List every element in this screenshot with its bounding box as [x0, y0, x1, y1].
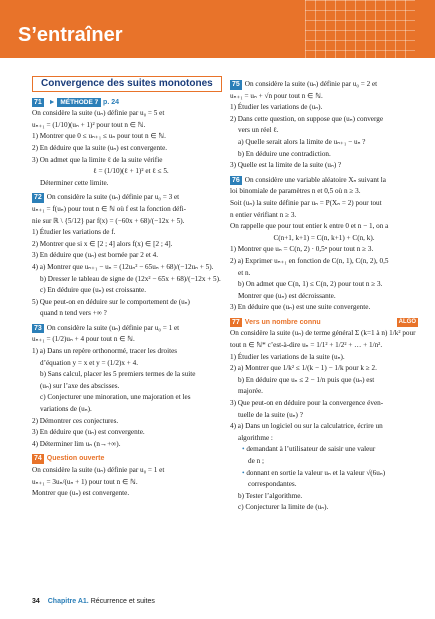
- text-line: variations de (uₙ).: [40, 405, 92, 414]
- question: 3) On admet que la limite ℓ de la suite vérifie: [32, 155, 163, 164]
- text-line: On considère une variable aléatoire Xₙ suivant la: [244, 175, 386, 184]
- section-title: Convergence des suites monotones: [32, 76, 222, 92]
- exercise-tag: Vers un nombre connu: [244, 318, 321, 326]
- text-line: ℓ = (1/10)(ℓ + 1)² et ℓ ≤ 5.: [93, 167, 169, 176]
- exercise-number: 72: [34, 194, 42, 202]
- arrow-icon: ►: [48, 97, 56, 106]
- text-line: tout n ∈ ℕ* c’est-à-dire uₙ = 1/1² + 1/2² + … + 1/n².: [230, 341, 383, 350]
- question: b) Tester l’algorithme.: [238, 491, 303, 500]
- question: 3) Quelle est la limite de la suite (uₙ) ?: [230, 161, 342, 170]
- exercise-number: 77: [232, 318, 240, 326]
- question: b) On admet que C(n, 1) ≤ C(n, 2) pour tout n ≥ 3.: [238, 280, 383, 289]
- exercise-number: 75: [232, 81, 240, 88]
- question: 2) Dans cette question, on suppose que (uₙ) converge: [230, 114, 384, 123]
- exercise-73: [32, 324, 222, 450]
- question: 1) Étudier les variations de la suite (uₙ).: [230, 352, 345, 361]
- text-line: (uₙ) sur l’axe des abscisses.: [40, 381, 120, 390]
- text-line: Déterminer cette limite.: [40, 178, 109, 187]
- question: 2) En déduire que la suite (uₙ) est convergente.: [32, 143, 168, 152]
- text-line: On considère la suite (uₙ) définie par u₀ = 1 et: [32, 466, 165, 474]
- exercise-77: [230, 318, 418, 513]
- text-line: de n ;: [248, 457, 264, 465]
- text-line: d’équation y = x et y = (1/2)x + 4.: [40, 358, 138, 367]
- text-line: uₙ₊₁ = f(uₙ) pour tout n ∈ ℕ où f est la fonction défi-: [32, 204, 187, 213]
- text-line: On considère la suite (uₙ) définie par u₀ = 2 et: [244, 80, 378, 88]
- question: 4) a) Dans un logiciel ou sur la calculatrice, écrire un: [230, 422, 383, 431]
- question: b) Dresser le tableau de signe de (12x² − 65x + 68)/(−12x + 5).: [40, 274, 221, 283]
- method-badge[interactable]: MÉTHODE 7: [57, 98, 101, 108]
- question: b) En déduire une contradiction.: [238, 149, 331, 158]
- question: 2) a) Exprimer uₙ₊₁ en fonction de C(n, 1), C(n, 2), 0,5: [230, 256, 389, 265]
- page-title: S’entraîner: [18, 24, 123, 46]
- question: b) Sans calcul, placer les 5 premiers termes de la suite: [40, 370, 196, 379]
- text-line: On considère la suite (uₙ) définie par u₀ = 1 et: [46, 323, 180, 332]
- question: 3) En déduire que (uₙ) est une suite convergente.: [230, 303, 371, 312]
- formula: C(n+1, k+1) = C(n, k+1) + C(n, k).: [273, 233, 375, 242]
- bullet-item: • demandant à l’utilisateur de saisir une valeur: [242, 445, 418, 455]
- right-column: [230, 80, 418, 518]
- question: 5) Que peut-on en déduire sur le comportement de (uₙ): [32, 297, 190, 306]
- text-line: majorée.: [238, 387, 263, 396]
- text-line: On considère la suite (uₙ) définie par u₀ = 3 et: [46, 193, 180, 202]
- left-column: [32, 76, 222, 504]
- text-line: uₙ₊₁ = (1/2)uₙ + 4 pour tout n ∈ ℕ.: [32, 335, 135, 344]
- question: 3) En déduire que (uₙ) est convergente.: [32, 428, 145, 437]
- exercise-72: [32, 193, 222, 319]
- exercise-number: 71: [34, 98, 42, 106]
- question: 4) a) Montrer que uₙ₊₁ − uₙ = (12uₙ² − 65uₙ + 68)/(−12uₙ + 5).: [32, 262, 214, 271]
- text-line: uₙ₊₁ = (1/10)(uₙ + 1)² pour tout n ∈ ℕ.: [32, 120, 146, 129]
- text-line: On considère la suite (uₙ) de terme général Σ (k=1 à n) 1/k² pour: [230, 329, 416, 338]
- text-line: algorithme :: [238, 433, 273, 442]
- question: Montrer que (uₙ) est convergente.: [32, 489, 130, 498]
- exercise-number: 76: [232, 176, 240, 184]
- text-line: n entier vérifiant n ≥ 3.: [230, 210, 297, 219]
- text-line: On rappelle que pour tout entier k entre 0 et n − 1, on a: [230, 222, 389, 231]
- exercise-number: 74: [34, 455, 42, 463]
- page-number: 34: [32, 598, 40, 605]
- question: c) Conjecturer une minoration, une majoration et les: [40, 393, 191, 402]
- question: b) En déduire que uₙ ≤ 2 − 1/n puis que (uₙ) est: [238, 375, 375, 384]
- question: 3) En déduire que (uₙ) est bornée par 2 et 4.: [32, 251, 159, 260]
- page-footer: [32, 598, 155, 605]
- text-line: quand n tend vers +∞ ?: [40, 309, 107, 318]
- exercise-74: [32, 454, 222, 498]
- text-line: vers un réel ℓ.: [238, 126, 279, 135]
- question: 3) Que peut-on en déduire pour la convergence éven-: [230, 399, 384, 408]
- exercise-75: [230, 80, 418, 171]
- text-line: Soit (uₙ) la suite définie par uₙ = P(Xₙ = 2) pour tout: [230, 198, 382, 207]
- question: c) Conjecturer la limite de (uₙ).: [238, 503, 329, 512]
- text-line: correspondantes.: [248, 480, 297, 489]
- text-line: Montrer que (uₙ) est décroissante.: [238, 291, 336, 300]
- exercise-76: [230, 176, 418, 313]
- question: 2) Montrer que si x ∈ [2 ; 4] alors f(x) ∈ [2 ; 4].: [32, 239, 173, 248]
- header-banner: [0, 0, 435, 58]
- chapter-topic: Récurrence et suites: [90, 598, 155, 605]
- text-line: loi binomiale de paramètres n et 0,5 où n ≥ 3.: [230, 187, 361, 196]
- question: 2) a) Montrer que 1/k² ≤ 1/(k − 1) − 1/k pour k ≥ 2.: [230, 364, 377, 373]
- text-line: et n.: [238, 268, 251, 277]
- algo-badge: ALGO: [397, 318, 418, 328]
- question: 1) Montrer que uₙ = C(n, 2) · 0,5ⁿ pour tout n ≥ 3.: [230, 245, 374, 254]
- question: a) Quelle serait alors la limite de uₙ₊₁ − uₙ ?: [238, 137, 366, 146]
- bullet-item: • donnant en sortie la valeur uₙ et la valeur √(6uₙ): [242, 469, 418, 479]
- question: 4) Déterminer lim uₙ (n→+∞).: [32, 439, 121, 448]
- text-line: uₙ₊₁ = 3uₙ/(uₙ + 1) pour tout n ∈ ℕ.: [32, 477, 138, 486]
- exercise-number: 73: [34, 324, 42, 332]
- text-line: uₙ₊₁ = uₙ + √n pour tout n ∈ ℕ.: [230, 91, 323, 100]
- exercise-tag: Question ouverte: [46, 455, 105, 463]
- question: 2) Démontrer ces conjectures.: [32, 416, 119, 425]
- question: 1) a) Dans un repère orthonormé, tracer les droites: [32, 347, 178, 356]
- chapter-label: Chapitre A1.: [47, 598, 89, 605]
- question: c) En déduire que (uₙ) est croissante.: [40, 286, 147, 295]
- grid-decoration: [305, 0, 415, 58]
- text-line: On considère la suite (uₙ) définie par u₀ = 5 et: [32, 109, 165, 118]
- text-line: tuelle de la suite (uₙ) ?: [238, 410, 303, 419]
- question: 1) Étudier les variations de f.: [32, 228, 116, 237]
- exercise-71: [32, 98, 222, 189]
- page-ref[interactable]: p. 24: [103, 98, 119, 106]
- question: 1) Étudier les variations de (uₙ).: [230, 103, 323, 112]
- question: 1) Montrer que 0 ≤ uₙ₊₁ ≤ uₙ pour tout n ∈ ℕ.: [32, 132, 166, 141]
- text-line: nie sur ℝ \ {5/12} par f(x) = (−60x + 68)/(−12x + 5).: [32, 216, 185, 225]
